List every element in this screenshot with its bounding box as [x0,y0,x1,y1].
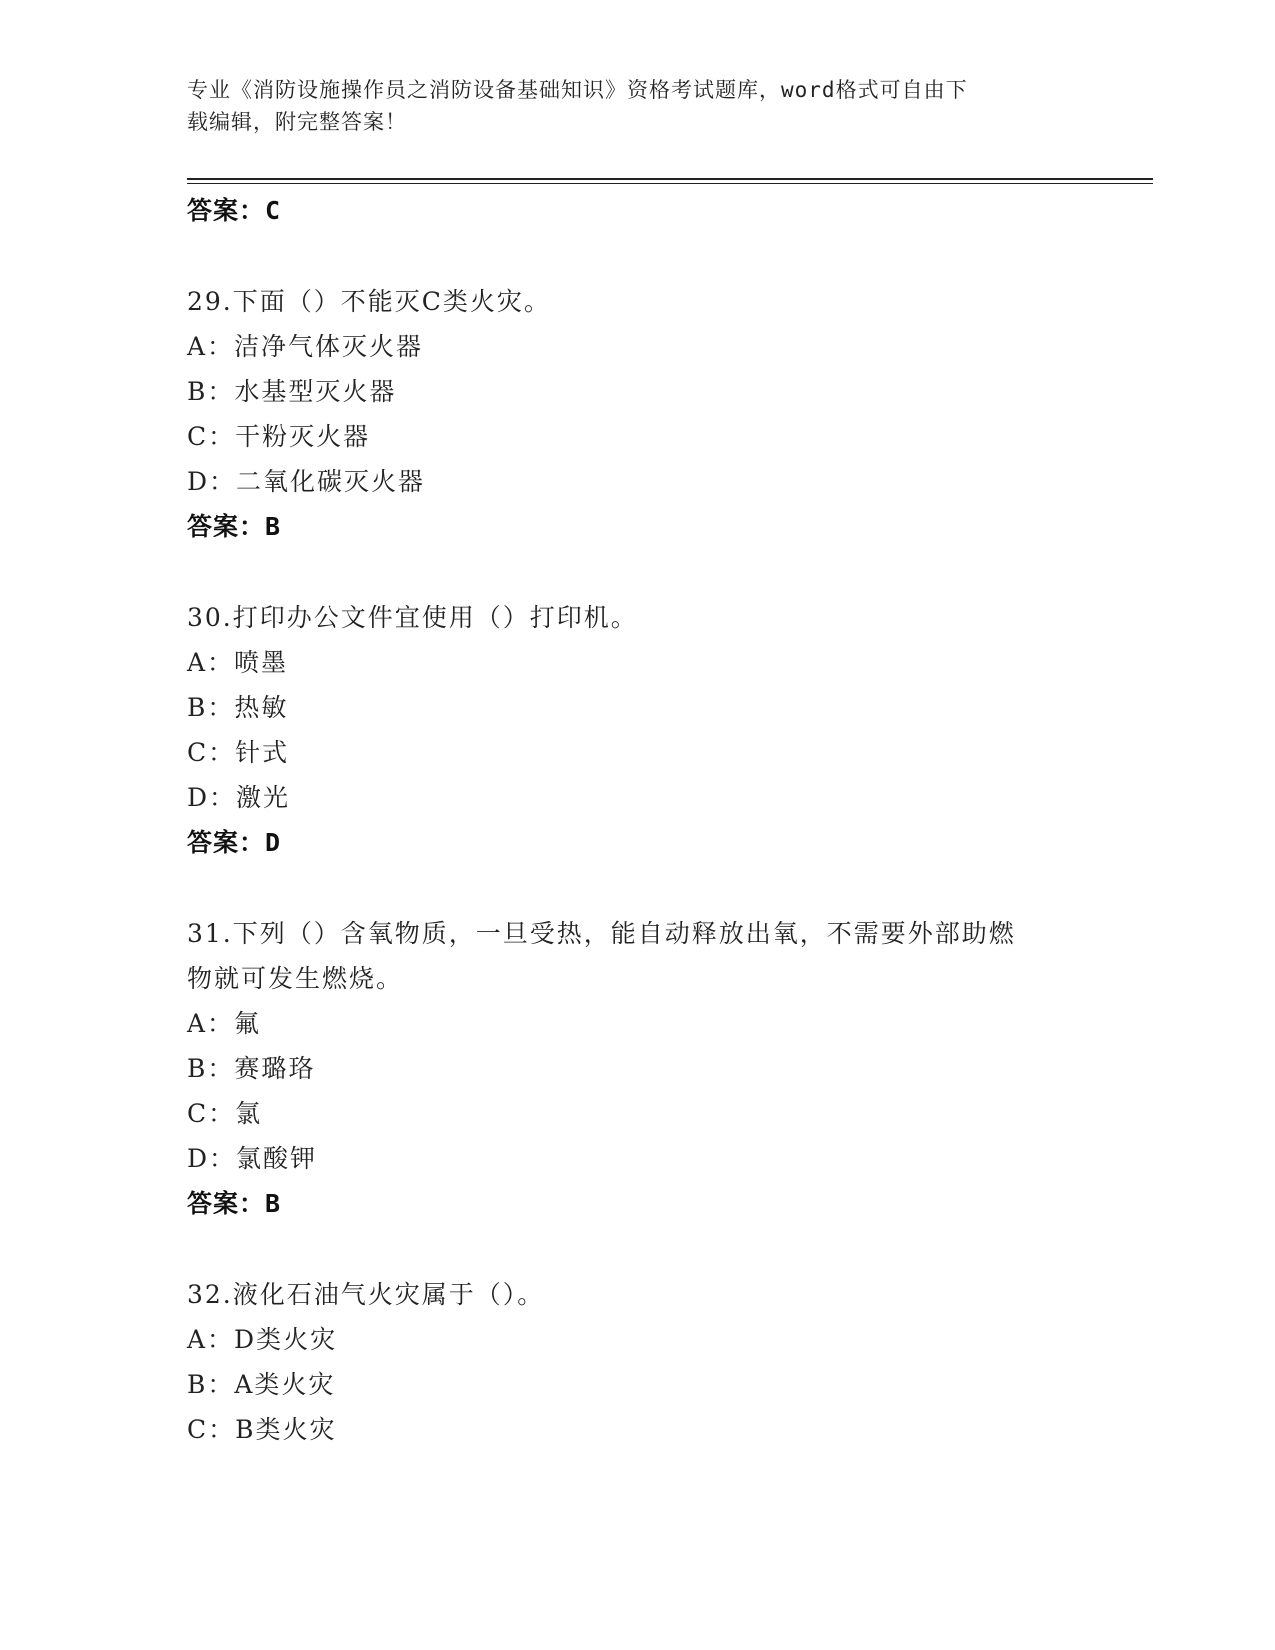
header-divider-thin [187,183,1153,184]
question-block-29 [187,279,1087,549]
header-line-2: 载编辑，附完整答案！ [187,110,407,134]
header-divider-thick [187,178,1153,180]
header-line-1: 专业《消防设施操作员之消防设备基础知识》资格考试题库，word格式可自由下 [187,78,968,102]
option-b: B：A类火灾 [187,1370,336,1399]
option-d: D：氯酸钾 [187,1144,318,1173]
option-c: C：干粉灭火器 [187,422,371,451]
option-d: D：二氧化碳灭火器 [187,467,426,496]
document-body [187,188,1087,1452]
question-block-30 [187,595,1087,865]
answer-line: 答案：B [187,512,282,541]
option-b: B：水基型灭火器 [187,377,397,406]
option-a: A：洁净气体灭火器 [187,332,424,361]
question-block-32 [187,1272,1087,1452]
question-text: 30.打印办公文件宜使用（）打印机。 [187,603,638,632]
option-b: B：赛璐珞 [187,1054,316,1083]
option-a: A：喷墨 [187,648,289,677]
question-text: 29.下面（）不能灭C类火灾。 [187,287,551,316]
question-text-line-2: 物就可发生燃烧。 [187,964,404,993]
question-block-31 [187,911,1087,1226]
option-b: B：热敏 [187,693,289,722]
option-c: C：B类火灾 [187,1415,337,1444]
question-text-line-1: 31.下列（）含氧物质，一旦受热，能自动释放出氧，不需要外部助燃 [187,919,1016,948]
question-text: 32.液化石油气火灾属于（）。 [187,1280,545,1309]
option-a: A：氟 [187,1009,262,1038]
answer-line: 答案：D [187,828,282,857]
document-header [187,74,1067,138]
answer-line: 答案：B [187,1189,282,1218]
option-c: C：针式 [187,738,290,767]
answer-line: 答案：C [187,196,282,225]
option-c: C：氯 [187,1099,263,1128]
option-d: D：激光 [187,783,291,812]
option-a: A：D类火灾 [187,1325,338,1354]
